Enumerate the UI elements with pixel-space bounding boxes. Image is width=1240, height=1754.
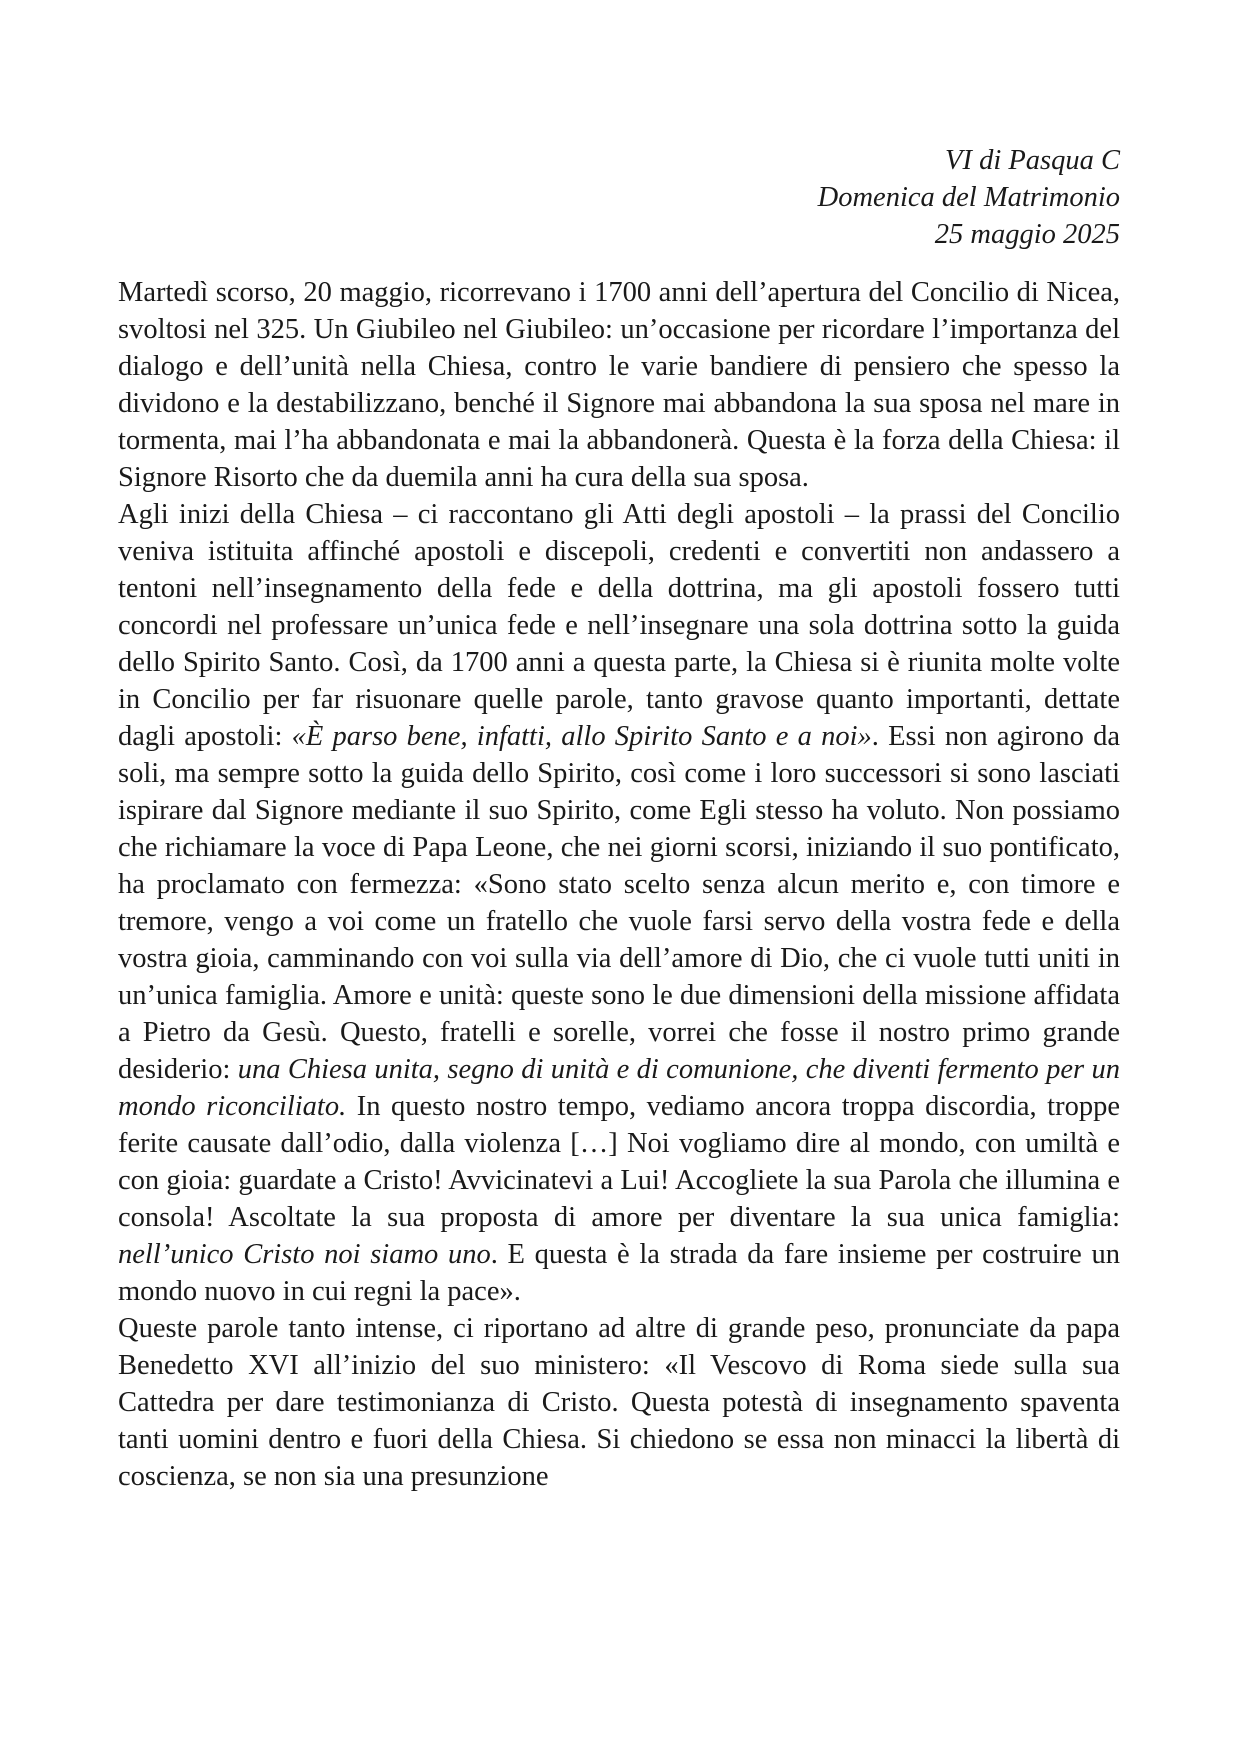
emphasis-quote-1: una Chiesa unita, segno di unità e di comunione, che diventi fermento per un mondo riconciliato. (118, 1054, 1120, 1122)
liturgical-day: VI di Pasqua C (945, 145, 1120, 176)
paragraph-2-text-c: In questo nostro tempo, vediamo ancora troppa discordia, troppe ferite causate dall’odio, dalla violenza […] Noi vogliamo dire al mondo, con umiltà e con gioia: guardate a Cristo! Avvicinatevi a Lui! Accogliete la sua Parola che illumina e consola! Ascoltate la sua proposta di amore per diventare la sua unica famiglia: (118, 1091, 1120, 1233)
scripture-quote: «È parso bene, infatti, allo Spirito Santo e a noi» (291, 721, 872, 752)
emphasis-quote-2: nell’unico Cristo noi siamo uno (118, 1239, 491, 1270)
document-header (118, 142, 1120, 253)
paragraph-2-text-a: Agli inizi della Chiesa – ci raccontano gli Atti degli apostoli – la prassi del Concilio veniva istituita affinché apostoli e discepoli, credenti e convertiti non andassero a tentoni nell’insegnamento della fede e della dottrina, ma gli apostoli fossero tutti concordi nel professare un’unica fede e nell’insegnare una sola dottrina sotto la guida dello Spirito Santo. Così, da 1700 anni a questa parte, la Chiesa si è riunita molte volte in Concilio per far risuonare quelle parole, tanto gravose quanto importanti, dettate dagli apostoli: (118, 499, 1120, 752)
document-page (118, 142, 1120, 1495)
paragraph-2-text-d: . E questa è la strada da fare insieme per costruire un mondo nuovo in cui regni la pace». (118, 1239, 1120, 1307)
paragraph-1-text: Martedì scorso, 20 maggio, ricorrevano i 1700 anni dell’apertura del Concilio di Nicea, svoltosi nel 325. Un Giubileo nel Giubileo: un’occasione per ricordare l’importanza del dialogo e dell’unità nella Chiesa, contro le varie bandiere di pensiero che spesso la dividono e la destabilizzano, benché il Signore mai abbandona la sua sposa nel mare in tormenta, mai l’ha abbandonata e mai la abbandonerà. Questa è la forza della Chiesa: il Signore Risorto che da duemila anni ha cura della sua sposa. (118, 277, 1120, 493)
paragraph-3 (118, 1310, 1120, 1495)
paragraph-3-text: Queste parole tanto intense, ci riportano ad altre di grande peso, pronunciate da papa Benedetto XVI all’inizio del suo ministero: «Il Vescovo di Roma siede sulla sua Cattedra per dare testimonianza di Cristo. Questa potestà di insegnamento spaventa tanti uomini dentro e fuori della Chiesa. Si chiedono se essa non minacci la libertà di coscienza, se non sia una presunzione (118, 1313, 1120, 1492)
paragraph-2 (118, 496, 1120, 1310)
paragraph-2-text-b: . Essi non agirono da soli, ma sempre sotto la guida dello Spirito, così come i loro successori si sono lasciati ispirare dal Signore mediante il suo Spirito, come Egli stesso ha voluto. Non possiamo che richiamare la voce di Papa Leone, che nei giorni scorsi, iniziando il suo pontificato, ha proclamato con fermezza: «Sono stato scelto senza alcun merito e, con timore e tremore, vengo a voi come un fratello che vuole farsi servo della vostra fede e della vostra gioia, camminando con voi sulla via dell’amore di Dio, che ci vuole tutti uniti in un’unica famiglia. Amore e unità: queste sono le due dimensioni della missione affidata a Pietro da Gesù. Questo, fratelli e sorelle, vorrei che fosse il nostro primo grande desiderio: (118, 721, 1120, 1085)
occasion-title: Domenica del Matrimonio (817, 182, 1120, 213)
document-date: 25 maggio 2025 (934, 219, 1120, 250)
document-body (118, 274, 1120, 1495)
paragraph-1 (118, 274, 1120, 496)
